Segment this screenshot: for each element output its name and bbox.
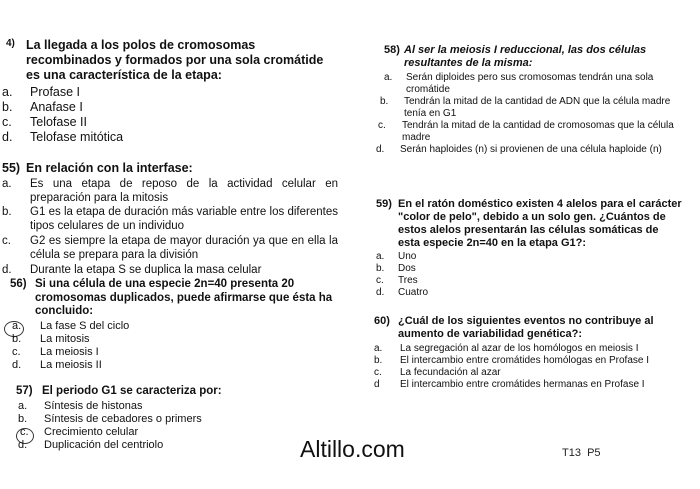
option-letter: d.: [2, 263, 12, 276]
option-letter: b.: [2, 206, 12, 219]
option-c: [374, 367, 682, 379]
question-text: El periodo G1 se caracteriza por:: [42, 385, 222, 397]
question-text: ¿Cuál de los siguientes eventos no contribuye al aumento de variabilidad genética?:: [398, 315, 654, 340]
option-letter: d.: [376, 143, 385, 155]
option-letter: c.: [2, 234, 11, 247]
option-letter: c.: [2, 115, 12, 130]
option-letter: a.: [2, 85, 13, 100]
option-text: La meiosis II: [40, 359, 102, 372]
option-text: Uno: [398, 250, 417, 262]
option-d: [374, 144, 682, 156]
option-letter: a.: [2, 177, 12, 190]
option-letter: b.: [374, 354, 383, 366]
option-text: Profase I: [30, 85, 81, 100]
option-letter: c.: [376, 274, 384, 286]
option-a: [374, 251, 682, 263]
page-code: T13 P5: [562, 447, 601, 459]
question-60: [374, 315, 682, 391]
option-letter: a.: [384, 71, 393, 83]
option-text: Serán haploides (n) si provienen de una célula haploide (n): [400, 143, 662, 155]
site-brand: Altillo.com: [300, 436, 405, 462]
option-d: [374, 287, 682, 299]
option-b: [2, 413, 338, 426]
option-letter: d.: [18, 439, 28, 452]
question-number: 57): [16, 385, 33, 397]
question-stem: [2, 161, 338, 176]
option-text: La segregación al azar de los homólogos en meiosis I: [400, 342, 639, 354]
option-text: Es una etapa de reposo de la actividad celular en preparación para la mitosis: [30, 177, 338, 204]
option-text: Tendrán la mitad de la cantidad de ADN que la célula madre tenía en G1: [404, 95, 671, 119]
option-letter: d.: [12, 359, 22, 372]
option-letter: b.: [380, 95, 389, 107]
option-letter: b.: [18, 412, 28, 425]
question-stem: [374, 198, 682, 250]
question-number: 58): [384, 44, 400, 56]
question-56: [2, 278, 338, 372]
option-text: La meiosis I: [40, 346, 99, 359]
option-c: [2, 346, 338, 359]
question-stem: [2, 38, 338, 82]
option-b: [2, 333, 338, 346]
option-text: Telofase mitótica: [30, 130, 124, 145]
option-letter: c.: [374, 366, 382, 378]
option-text: Síntesis de histonas: [44, 399, 143, 412]
option-d: [2, 439, 338, 452]
option-c: [2, 426, 338, 439]
option-text: Anafase I: [30, 100, 83, 115]
question-54: [2, 38, 338, 145]
question-stem: [2, 385, 338, 399]
option-b: [374, 355, 682, 367]
option-text: Crecimiento celular: [44, 425, 139, 438]
option-a: [374, 72, 682, 96]
option-b: [2, 206, 338, 234]
option-b: [2, 100, 338, 115]
question-number: 55): [2, 161, 21, 175]
option-a: [2, 178, 338, 206]
option-letter: d.: [376, 286, 385, 298]
option-letter: a.: [12, 319, 22, 332]
question-stem: [2, 278, 338, 319]
option-text: El intercambio entre cromátides hermanas en Profase I: [400, 378, 645, 390]
question-text: En relación con la interfase:: [26, 161, 193, 175]
question-stem: [374, 44, 682, 70]
option-c: [2, 115, 338, 130]
option-text: La fecundación al azar: [400, 366, 501, 378]
question-text: La llegada a los polos de cromosomas recombinados y formados por una sola cromátide es una característica de la etapa:: [26, 38, 324, 82]
question-text: En el ratón doméstico existen 4 alelos para el carácter "color de pelo", debido a un solo gen. ¿Cuántos de estos alelos presentarán las células somáticas de esta especie 2n=40 en la etapa G1?:: [398, 198, 682, 249]
option-a: [2, 320, 338, 333]
question-55: [2, 161, 338, 277]
option-letter: c.: [12, 346, 21, 359]
question-58: [374, 44, 682, 156]
question-number: 56): [10, 278, 27, 290]
question-number: 59): [376, 198, 392, 210]
option-text: G1 es la etapa de duración más variable entre los diferentes tipos celulares de un individuo: [30, 206, 338, 233]
question-stem: [374, 315, 682, 341]
question-text: Si una célula de una especie 2n=40 presenta 20 cromosomas duplicados, puede afirmarse que ésta ha concluido:: [35, 278, 333, 318]
option-text: La fase S del ciclo: [40, 319, 130, 332]
option-c: [374, 120, 682, 144]
option-letter: b.: [376, 262, 385, 274]
option-letter: d: [374, 378, 380, 390]
option-letter: c.: [20, 425, 29, 438]
option-b: [374, 96, 682, 120]
question-number: 60): [374, 315, 390, 327]
question-57: [2, 385, 338, 452]
option-text: Durante la etapa S se duplica la masa celular: [30, 263, 262, 276]
option-text: Duplicación del centriolo: [44, 439, 164, 452]
option-text: Tendrán la mitad de la cantidad de cromosomas que la célula madre: [402, 119, 674, 143]
option-d: [2, 359, 338, 372]
question-text: Al ser la meiosis I reduccional, las dos células resultantes de la misma:: [404, 44, 647, 69]
option-letter: a.: [376, 250, 385, 262]
option-d: [2, 264, 338, 278]
option-text: Tres: [398, 274, 418, 286]
option-letter: b.: [2, 100, 13, 115]
question-59: [374, 198, 682, 299]
option-letter: a.: [374, 342, 383, 354]
option-letter: b.: [12, 332, 22, 345]
option-a: [374, 343, 682, 355]
option-c: [2, 235, 338, 263]
option-a: [2, 400, 338, 413]
option-letter: d.: [2, 130, 13, 145]
option-text: El intercambio entre cromátides homólogas en Profase I: [400, 354, 650, 366]
option-d: [374, 379, 682, 391]
option-text: Telofase II: [30, 115, 87, 130]
option-letter: a.: [18, 399, 28, 412]
option-letter: c.: [378, 119, 386, 131]
question-number: 4): [6, 38, 15, 49]
option-text: Cuatro: [398, 286, 429, 298]
option-b: [374, 263, 682, 275]
option-text: Síntesis de cebadores o primers: [44, 412, 202, 425]
option-c: [374, 275, 682, 287]
option-text: G2 es siempre la etapa de mayor duración ya que en ella la célula se prepara para la división: [30, 234, 338, 261]
option-text: Dos: [398, 262, 416, 274]
option-a: [2, 85, 338, 100]
option-text: Serán diploides pero sus cromosomas tendrán una sola cromátide: [406, 71, 654, 95]
option-text: La mitosis: [40, 332, 90, 345]
option-d: [2, 130, 338, 145]
